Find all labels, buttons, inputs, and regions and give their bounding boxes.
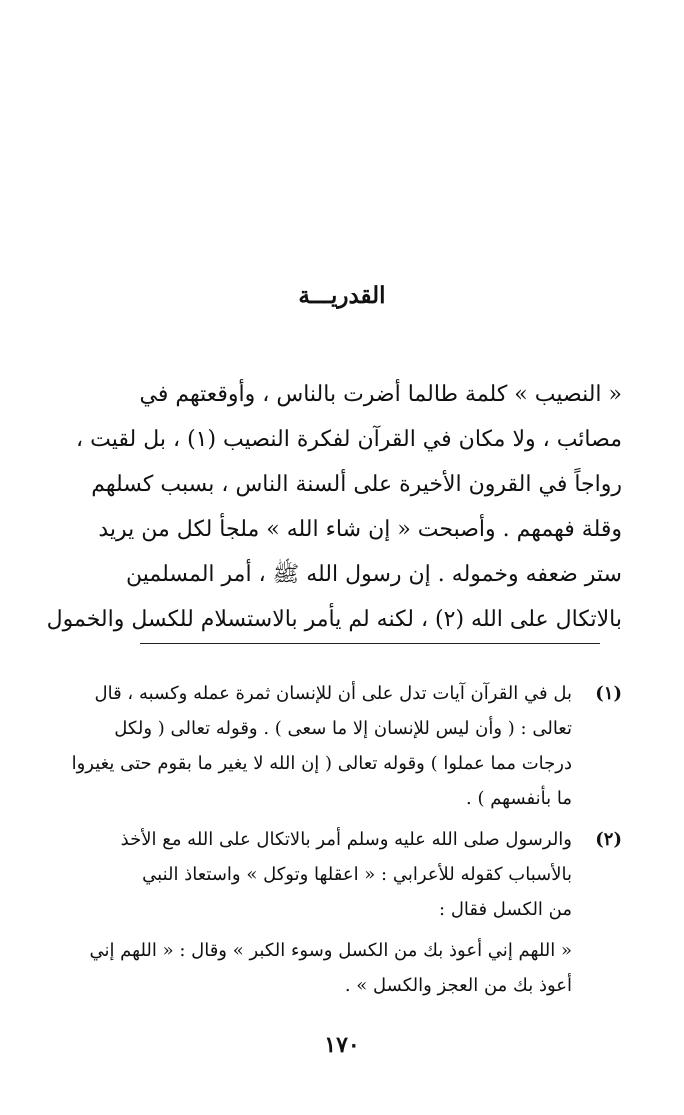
body-line: « النصيب » كلمة طالما أضرت بالناس ، وأوقعتهم في (139, 382, 622, 407)
body-line: بالاتكال على الله (٢) ، لكنه لم يأمر بالاستسلام للكسل والخمول (46, 607, 622, 632)
footnote-number: (١) (595, 683, 622, 704)
footnote-line: ما بأنفسهم ) . (466, 788, 572, 809)
footnote-number: (٢) (595, 829, 622, 850)
body-line: رواجاً في القرون الأخيرة على ألسنة الناس ، بسبب كسلهم (91, 472, 622, 497)
footnote-line: تعالى : ( وأن ليس للإنسان إلا ما سعى ) . وقوله تعالى ( ولكل (114, 718, 572, 739)
footnote-line: بل في القرآن آيات تدل على أن للإنسان ثمرة عمله وكسبه ، قال (94, 683, 572, 704)
quote-line: « اللهم إني أعوذ بك من الكسل وسوء الكبر » وقال : « اللهم إني (89, 940, 572, 961)
footnote-divider (140, 643, 600, 644)
footnote-line: من الكسل فقال : (439, 899, 572, 920)
quote-line: أعوذ بك من العجز والكسل » . (344, 975, 572, 996)
footnote-line: درجات مما عملوا ) وقوله تعالى ( إن الله لا يغير ما بقوم حتى يغيروا (71, 753, 572, 774)
body-line: مصائب ، ولا مكان في القرآن لفكرة النصيب (١) ، بل لقيت ، (76, 427, 622, 452)
body-line: ستر ضعفه وخموله . إن رسول الله ﷺ ، أمر المسلمين (126, 562, 622, 587)
footnote-quote (62, 933, 572, 1003)
footnote-line: بالأسباب كقوله للأعرابي : « اعقلها وتوكل » واستعاذ النبي (142, 864, 572, 885)
page-number: ١٧٠ (324, 1032, 360, 1058)
page-title: القدريـــة (298, 282, 386, 309)
body-line: وقلة فهمهم . وأصبحت « إن شاء الله » ملجأ لكل من يريد (98, 517, 622, 542)
footnotes (62, 676, 622, 1009)
footnote-2 (62, 822, 622, 1003)
footnote-1 (62, 676, 622, 816)
body-paragraph (46, 372, 622, 642)
footnote-line: والرسول صلى الله عليه وسلم أمر بالاتكال على الله مع الأخذ (120, 829, 572, 850)
